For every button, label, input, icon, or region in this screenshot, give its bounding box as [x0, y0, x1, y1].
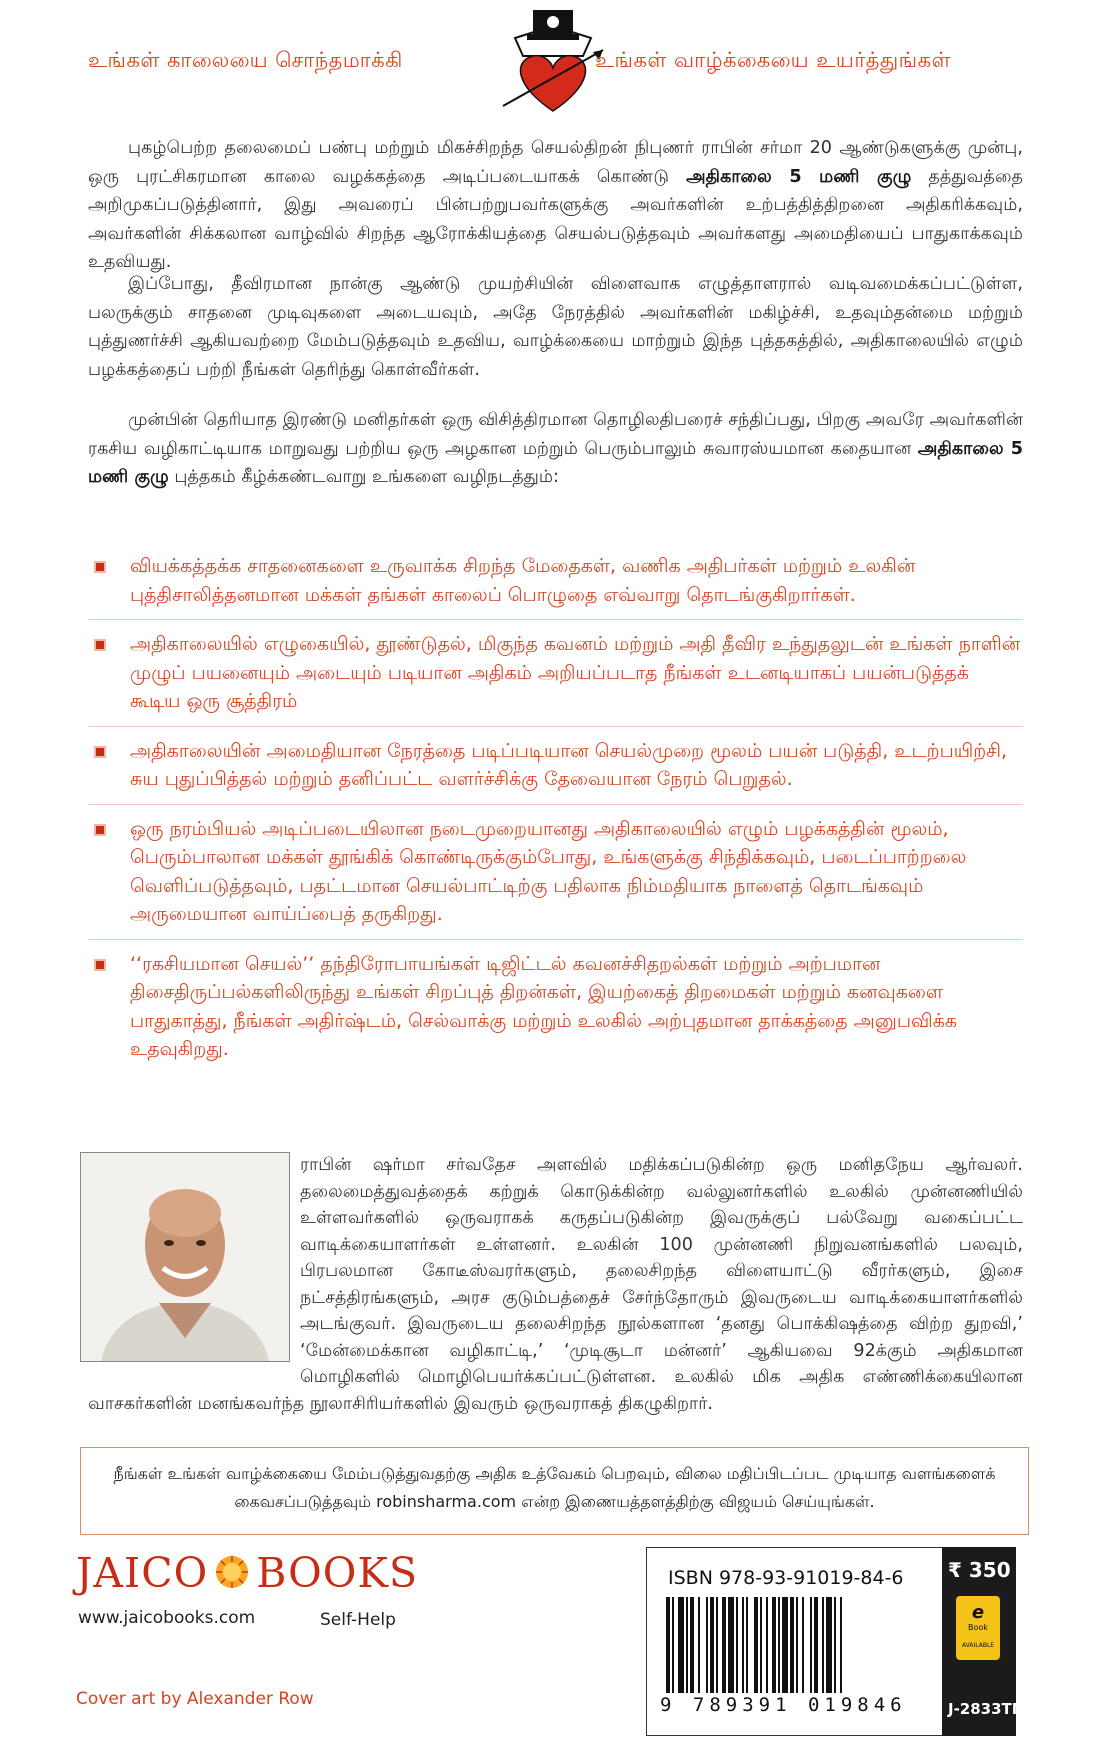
divider	[88, 726, 1023, 727]
product-code: J-2833TM	[948, 1700, 1027, 1718]
barcode-bar	[746, 1597, 748, 1693]
barcode-bar	[782, 1597, 788, 1693]
square-bullet-icon	[94, 746, 106, 758]
barcode-bar	[678, 1597, 684, 1693]
logo-word-right: BOOKS	[256, 1549, 419, 1597]
barcode-bar	[666, 1597, 670, 1693]
book-title-inline: அதிகாலை 5 மணி குழு	[686, 166, 912, 187]
tagline-right: உங்கள் வாழ்க்கையை உயர்த்துங்கள்	[595, 48, 951, 72]
list-item	[88, 737, 1023, 794]
ebook-badge-book: Book	[968, 1623, 988, 1632]
list-item	[88, 552, 1023, 609]
barcode-bar	[826, 1597, 832, 1693]
author-portrait-image	[81, 1153, 289, 1361]
ebook-available-badge	[956, 1596, 1000, 1660]
barcode-bar	[706, 1597, 708, 1693]
square-bullet-icon	[94, 959, 106, 971]
sun-icon	[214, 1554, 250, 1590]
barcode-bar	[772, 1597, 776, 1693]
publisher-logo	[76, 1551, 418, 1595]
barcode-bar	[690, 1597, 694, 1693]
benefit-list	[88, 552, 1023, 1074]
barcode-bar	[672, 1597, 674, 1693]
barcode-bar	[796, 1597, 798, 1693]
price-label: ₹ 350	[948, 1558, 1011, 1582]
barcode-bar	[722, 1597, 726, 1693]
barcode-bar	[710, 1597, 714, 1693]
barcode-bar	[814, 1597, 818, 1693]
square-bullet-icon	[94, 824, 106, 836]
barcode-bar	[754, 1597, 758, 1693]
author-photo	[80, 1152, 290, 1362]
story-paragraph	[88, 406, 1023, 492]
square-bullet-icon	[94, 561, 106, 573]
intro-text-1: புகழ்பெற்ற தலைமைப் பண்பு மற்றும் மிகச்சிறந்த செயல்திறன் நிபுணர் ராபின் சர்மா 20 ஆண்டுகளுக்கு முன்பு, ஒரு புரட்சிகரமான காலை வழக்கத்தை அடிப்படையாகக் கொண்டு	[88, 138, 1023, 187]
description-text: இப்போது, தீவிரமான நான்கு ஆண்டு முயற்சியின் விளைவாக எழுத்தாளரால் வடிவமைக்கப்பட்டுள்ள, பலருக்கும் சாதனை முடிவுகளை அடையவும், அதே நேரத்தில் அவர்களின் மகிழ்ச்சி, உதவும்தன்மை மற்றும் புத்துணர்ச்சி ஆகியவற்றை மேம்படுத்தவும் உதவிய, வாழ்க்கையை மாற்றும் இந்த புத்தகத்தில், அதிகாலையில் எழும் பழக்கத்தைப் பற்றி நீங்கள் தெரிந்து கொள்வீர்கள்.	[88, 274, 1023, 380]
barcode-bar	[840, 1597, 842, 1693]
intro-text-2: தத்துவத்தை அறிமுகப்படுத்தினார், இது அவரைப் பின்பற்றுபவர்களுக்கு அவர்களின் உற்பத்தித்திறனை அதிகரிக்கவும், அவர்களின் சிக்கலான வாழ்வில் சிறந்த ஆரோக்கியத்தை செயல்படுத்தவும் அவர்களது அமைதியைப் பாதுகாக்கவும் உதவியது.	[88, 166, 1023, 272]
barcode-bar	[760, 1597, 762, 1693]
barcode-digits: 9 789391 019846	[660, 1694, 907, 1716]
callout-text: நீங்கள் உங்கள் வாழ்க்கையை மேம்படுத்துவதற்கு அதிக உத்வேகம் பெறவும், விலை மதிப்பிடப்பட முடியாத வளங்களைக் கைவசப்படுத்தவும் robinsharma.com என்ற இணையத்தளத்திற்கு விஜயம் செய்யுங்கள்.	[113, 1464, 996, 1511]
cover-art-credit: Cover art by Alexander Row	[76, 1689, 314, 1709]
bullet-text: ‘‘ரகசியமான செயல்’’ தந்திரோபாயங்கள் டிஜிட்டல் கவனச்சிதறல்கள் மற்றும் அற்பமான திசைதிருப்பல்களிலிருந்து உங்கள் சிறப்புத் திறன்கள், இயற்கைத் திறமைகள் மற்றும் கனவுகளை பாதுகாத்து, நீங்கள் அதிர்ஷ்டம், செல்வாக்கு மற்றும் உலகில் அற்புதமான தாக்கத்தை அனுபவிக்க உதவுகிறது.	[130, 952, 957, 1060]
ebook-badge-available: AVAILABLE	[961, 1642, 995, 1649]
story-text-1: முன்பின் தெரியாத இரண்டு மனிதர்கள் ஒரு விசித்திரமான தொழிலதிபரைச் சந்திப்பது, பிறகு அவரே அவர்களின் ரகசிய வழிகாட்டியாக மாறுவது பற்றிய ஒரு அழகான மற்றும் பெரும்பாலும் சுவாரஸ்யமான கதையான	[88, 410, 1023, 459]
divider	[88, 939, 1023, 940]
bullet-text: ஒரு நரம்பியல் அடிப்படையிலான நடைமுறையானது அதிகாலையில் எழும் பழக்கத்தின் மூலம், பெரும்பாலான மக்கள் தூங்கிக் கொண்டிருக்கும்போது, உங்களுக்கு சிந்திக்கவும், படைப்பாற்றலை வெளிப்படுத்தவும், பதட்டமான செயல்பாட்டிற்கு பதிலாக நிம்மதியாக நாளைத் தொடங்கவும் அருமையான வாய்ப்பைத் தருகிறது.	[130, 817, 967, 925]
barcode-bar	[790, 1597, 794, 1693]
publisher-url: www.jaicobooks.com	[78, 1608, 256, 1628]
author-bio-text: ராபின் ஷர்மா சர்வதேச அளவில் மதிக்கப்படுகின்ற ஒரு மனிதநேய ஆர்வலர். தலைமைத்துவத்தைக் கற்றுக் கொடுக்கின்ற வல்லுனர்களில் உலகில் முன்னணியில் உள்ளவர்களில் ஒருவராகக் கருதப்படுகின்ற இவருக்குப் பல்வேறு வகைப்பட்ட வாடிக்கையாளர்கள் உள்ளனர். உலகின் 100 முன்னணி நிறுவனங்களில் பலவும், பிரபலமான கோடீஸ்வரர்களும், தலைசிறந்த விளையாட்டு வீரர்களும், இசை நட்சத்திரங்களும், அரச குடும்பத்தைச் சேர்ந்தோரும் இவருடைய வாடிக்கையாளர்களில் அடங்குவர். இவருடைய தலைசிறந்த நூல்களான ‘தனது பொக்கிஷத்தை விற்ற துறவி,’ ‘மேன்மைக்கான வழிகாட்டி,’ ‘முடிசூடா மன்னர்’ ஆகியவை 92க்கும் அதிகமான மொழிகளில் மொழிபெயர்க்கப்பட்டுள்ளன. உலகில் மிக அதிக எண்ணிக்கையிலான வாசகர்களின் மனங்கவர்ந்த நூலாசிரியர்களில் இவரும் ஒருவராகத் திகழுகிறார்.	[88, 1155, 1023, 1414]
barcode-bar	[698, 1597, 700, 1693]
logo-word-left: JAICO	[76, 1549, 209, 1597]
divider	[88, 619, 1023, 620]
barcode-image	[664, 1597, 934, 1693]
tagline-left: உங்கள் காலையை சொந்தமாக்கி	[88, 48, 403, 72]
barcode-bar	[802, 1597, 804, 1693]
book-title-inline: அதிகாலை 5 மணி குழு	[88, 438, 1023, 487]
list-item	[88, 950, 1023, 1064]
bullet-text: வியக்கத்தக்க சாதனைகளை உருவாக்க சிறந்த மேதைகள், வணிக அதிபர்கள் மற்றும் உலகின் புத்திசாலித்தனமான மக்கள் தங்கள் காலைப் பொழுதை எவ்வாறு தொடங்குகிறார்கள்.	[130, 555, 916, 606]
barcode-bar	[766, 1597, 768, 1693]
description-paragraph	[88, 270, 1023, 384]
barcode-bar	[716, 1597, 718, 1693]
barcode-bar	[810, 1597, 812, 1693]
bullet-text: அதிகாலையின் அமைதியான நேரத்தை படிப்படியான செயல்முறை மூலம் பயன் படுத்தி, உடற்பயிற்சி, சுய புதுப்பித்தல் மற்றும் தனிப்பட்ட வளர்ச்சிக்கு தேவையான நேரம் பெறுதல்.	[130, 739, 1008, 790]
barcode-bar	[822, 1597, 824, 1693]
barcode-bar	[778, 1597, 780, 1693]
barcode-bar	[686, 1597, 688, 1693]
ebook-badge-e: e	[971, 1602, 985, 1623]
bullet-text: அதிகாலையில் எழுகையில், தூண்டுதல், மிகுந்த கவனம் மற்றும் அதி தீவிர உந்துதலுடன் உங்கள் நாளின் முழுப் பயனையும் அடையும் படியான அதிகம் அறியப்படாத நீங்கள் உடனடியாகப் பயன்படுத்தக் கூடிய ஒரு சூத்திரம்	[130, 633, 1021, 712]
heart-skull-hat-logo	[495, 6, 611, 122]
list-item	[88, 815, 1023, 929]
website-callout	[80, 1447, 1029, 1535]
barcode-bar	[834, 1597, 836, 1693]
square-bullet-icon	[94, 639, 106, 651]
isbn-number: ISBN 978-93-91019-84-6	[668, 1567, 904, 1589]
divider	[88, 804, 1023, 805]
genre-label: Self-Help	[320, 1610, 396, 1630]
barcode-bar	[728, 1597, 734, 1693]
intro-paragraph	[88, 134, 1023, 277]
barcode-bar	[742, 1597, 744, 1693]
list-item	[88, 630, 1023, 716]
barcode-bar	[736, 1597, 738, 1693]
story-text-2: புத்தகம் கீழ்க்கண்டவாறு உங்களை வழிநடத்தும்:	[168, 467, 560, 487]
